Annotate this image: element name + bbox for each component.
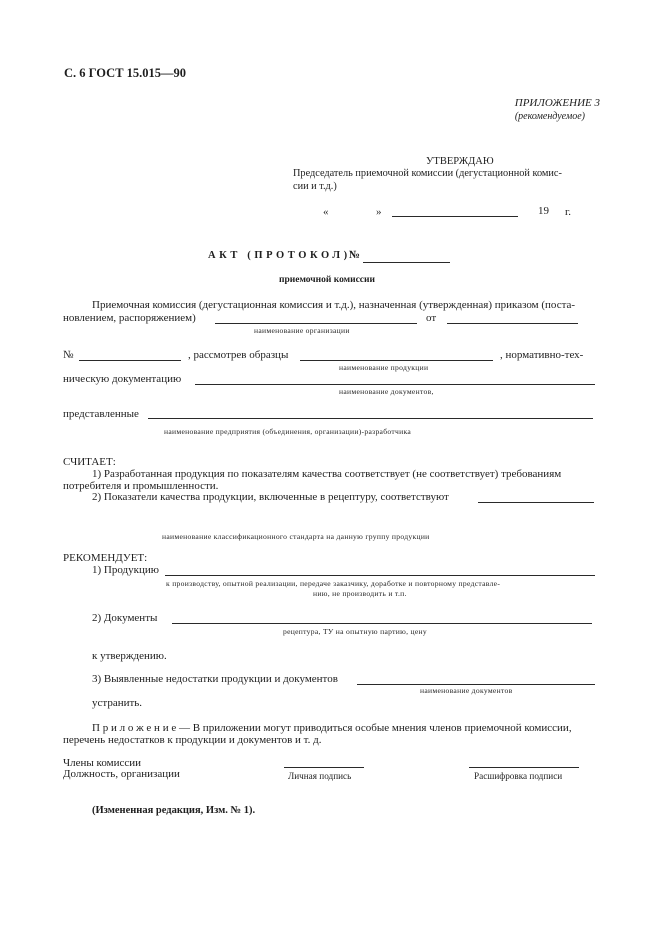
considers-item1-line1: 1) Разработанная продукция по показателям качества соответствует (не соответствует) требованиям bbox=[92, 468, 562, 480]
approve-year: 19 bbox=[538, 205, 549, 217]
signatures-position: Должность, организации bbox=[63, 768, 180, 780]
approve-year-suffix: г. bbox=[565, 206, 572, 218]
act-number-sign: № bbox=[349, 249, 361, 261]
caption-org: наименование организации bbox=[254, 326, 350, 335]
body-p1-line1: Приемочная комиссия (дегустационная комиссия и т.д.), назначенная (утвержденная) приказом (поста- bbox=[92, 299, 576, 311]
note-text-line2: перечень недостатков к продукции и документов и т. д. bbox=[63, 734, 322, 746]
page-header: С. 6 ГОСТ 15.015—90 bbox=[64, 66, 187, 80]
caption-product: наименование продукции bbox=[339, 363, 429, 372]
note-line1 bbox=[92, 722, 572, 734]
body-normative: , нормативно-тех- bbox=[500, 349, 584, 361]
recommends-item2-line bbox=[172, 623, 592, 624]
footer-note: (Измененная редакция, Изм. № 1). bbox=[92, 805, 256, 816]
note-label: П р и л о ж е н и е bbox=[92, 722, 177, 734]
signatures-signature: Личная подпись bbox=[288, 771, 352, 781]
recommends-item3: 3) Выявленные недостатки продукции и документов bbox=[92, 673, 338, 685]
tech-doc-line bbox=[195, 384, 595, 385]
considers-item1-line2: потребителя и промышленности. bbox=[63, 480, 219, 492]
caption-rec1-line2: нию, не производить и т.п. bbox=[313, 589, 407, 598]
approve-label: УТВЕРЖДАЮ bbox=[426, 156, 494, 167]
recommends-approval: к утверждению. bbox=[92, 650, 167, 662]
act-title: АКТ (ПРОТОКОЛ) bbox=[208, 250, 351, 261]
recommends-item2: 2) Документы bbox=[92, 612, 158, 624]
approve-role-line1: Председатель приемочной комиссии (дегустационной комис- bbox=[293, 168, 562, 179]
presented-line bbox=[148, 418, 593, 419]
num-line bbox=[79, 360, 181, 361]
caption-rec3: наименование документов bbox=[420, 686, 513, 695]
product-line bbox=[300, 360, 493, 361]
considers-item2-line bbox=[478, 502, 594, 503]
caption-docs: наименование документов, bbox=[339, 387, 434, 396]
body-p1-line2: новлением, распоряжением) bbox=[63, 312, 196, 324]
recommends-eliminate: устранить. bbox=[92, 697, 143, 709]
appendix-title: ПРИЛОЖЕНИЕ 3 bbox=[514, 97, 600, 109]
recommends-item1-line bbox=[165, 575, 595, 576]
act-subtitle: приемочной комиссии bbox=[279, 275, 375, 285]
date-line bbox=[447, 323, 578, 324]
act-number-line bbox=[363, 262, 450, 263]
approve-role-line2: сии и т.д.) bbox=[293, 181, 337, 192]
signatures-members: Члены комиссии bbox=[63, 757, 142, 769]
considers-item2: 2) Показатели качества продукции, включенные в рецептуру, соответствуют bbox=[92, 491, 449, 503]
quote-close: » bbox=[376, 206, 382, 218]
body-p1-from: от bbox=[426, 312, 437, 324]
signatures-decoding: Расшифровка подписи bbox=[474, 771, 563, 781]
note-text-line1: — В приложении могут приводиться особые мнения членов приемочной комиссии, bbox=[176, 722, 572, 734]
appendix-note: (рекомендуемое) bbox=[514, 111, 585, 122]
body-presented: представленные bbox=[63, 408, 139, 420]
caption-standard: наименование классификационного стандарта на данную группу продукции bbox=[162, 532, 430, 541]
body-num: № bbox=[63, 349, 74, 361]
recommends-item3-line bbox=[357, 684, 595, 685]
signature-line bbox=[284, 767, 364, 768]
caption-rec2: рецептура, ТУ на опытную партию, цену bbox=[283, 627, 427, 636]
quote-open: « bbox=[323, 206, 329, 218]
decoding-line bbox=[469, 767, 579, 768]
caption-enterprise: наименование предприятия (объединения, организации)-разработчика bbox=[164, 427, 412, 436]
recommends-item1: 1) Продукцию bbox=[92, 564, 159, 576]
body-examined: , рассмотрев образцы bbox=[188, 349, 289, 361]
org-line bbox=[215, 323, 417, 324]
approve-date-line bbox=[392, 216, 518, 217]
body-tech-doc: ническую документацию bbox=[63, 373, 182, 385]
recommends-heading: РЕКОМЕНДУЕТ: bbox=[63, 552, 148, 564]
considers-heading: СЧИТАЕТ: bbox=[63, 456, 116, 468]
caption-rec1-line1: к производству, опытной реализации, передаче заказчику, доработке и повторному представле- bbox=[166, 579, 501, 588]
